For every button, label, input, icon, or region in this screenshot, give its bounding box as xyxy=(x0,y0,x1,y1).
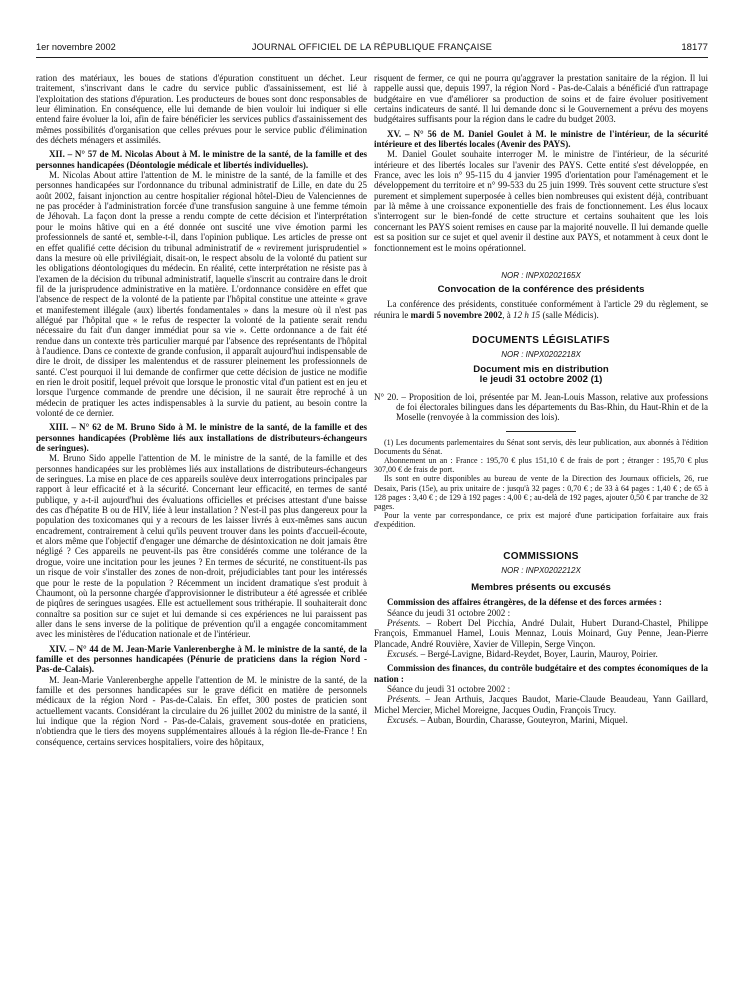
header-rule xyxy=(36,57,708,58)
commission-2-date: Séance du jeudi 31 octobre 2002 : xyxy=(387,684,511,695)
convocation-sep: , à xyxy=(502,309,514,320)
question-56-body: M. Daniel Goulet souhaite interroger M. le ministre de l'intérieur, de la sécurité intérieure et des libertés locales sur l'avenir des PAYS. Cette entité s'est développée, en France, avec les lois n° 95-115 du 4 janvier 1995 d'orientation pour l'aménagement et le développement du territoire et n° 99-533 du 25 juin 1999. Très souvent cette structure s'est purement et simplement superposée à celles bien nombreuses qui existent déjà, contribuant par là même à une croissance exponentielle des frais de fonctionnement. Les élus locaux s'interrogent sur le bien-fondé de cette structure et certains souhaitent que les lois concernant les PAYS soient remises en cause par la majorité nouvelle. Il lui demande quelle est sa position sur ce sujet et quel avenir il destine aux PAYS, et notamment à ceux dont le fonctionnement est le moins opérationnel. xyxy=(374,149,708,253)
paragraph-continued-right: risquent de fermer, ce qui ne pourra qu'aggraver la prestation sanitaire de la région. Il lui rappelle aussi que, depuis 1997, la région Nord - Pas-de-Calais a bénéficié d'un rattrapage budgétaire en vue d'améliorer sa production de soins et de faire évoluer positivement certains indicateurs de santé. Il lui demande donc si le Gouvernement a prévu des moyens budgétaires suffisants pour la région dans le cadre du budget 2003. xyxy=(374,73,708,125)
question-44-title: XIV. – N° 44 de M. Jean-Marie Vanlerenberghe à M. le ministre de la santé, de la famille et des personnes handicapées (Pénurie de praticiens dans la région Nord - Pas-de-Calais). xyxy=(36,643,367,675)
question-57-title: XII. – N° 57 de M. Nicolas About à M. le ministre de la santé, de la famille et des personnes handicapées (Déontologie médicale et libertés individuelles). xyxy=(36,149,367,170)
members-title: Membres présents ou excusés xyxy=(471,582,611,594)
convocation-room: (salle Médicis). xyxy=(540,309,599,320)
present-list: – Robert Del Picchia, André Dulait, Hubert Durand-Chastel, Philippe François, Emmanuel Hamel, Louis Mennaz, Louis Moinard, Guy Penne, Jean-Pierre Plancade, André Rouvière, Xavier de Villepin, Serge Vinçon. xyxy=(374,618,708,649)
document-item: N° 20. – Proposition de loi, présentée par M. Jean-Louis Masson, relative aux professions de foi électorales bilingues dans les départements du Bas-Rhin, du Haut-Rhin et de la Moselle (renvoyée à la commission des lois). xyxy=(374,391,708,423)
right-column xyxy=(374,73,708,725)
paragraph-continued: ration des matériaux, les boues de stations d'épuration constituent un déchet. Leur traitement, s'inscrivant dans le cadre du service public d'assainissement, est lié à l'exploitation des stations d'épuration. Les producteurs de boues sont donc responsables de leur élimination. En conséquence, elle lui demande de bien vouloir lui indiquer si elle entend faire évoluer la loi, afin de faire bénéficier les services publics d'assainissement des mêmes possibilités d'organisation que celles prévues pour le service public d'élimination des déchets ménagers et assimilés. xyxy=(36,73,367,146)
document-distribution-line2: le jeudi 31 octobre 2002 (1) xyxy=(479,374,603,386)
footnote-2: Abonnement un an : France : 195,70 € plus 151,10 € de frais de port ; étranger : 195,70 € plus 307,00 € de frais de port. xyxy=(374,456,708,475)
footnote-3: Ils sont en outre disponibles au bureau de vente de la Direction des Journaux officiels, 26, rue Desaix, Paris (15e), au prix unitaire de : jusqu'à 32 pages : 0,70 € ; de 33 à 64 pages : 1,40 € ; de 65 à 128 pages : 3,40 € ; de 129 à 192 pages : 4,00 € ; au-delà de 192 pages, ajouter 0,50 € par tranche de 32 pages. xyxy=(374,474,708,512)
commission-1-date: Séance du jeudi 31 octobre 2002 : xyxy=(387,607,511,618)
question-56-title: XV. – N° 56 de M. Daniel Goulet à M. le ministre de l'intérieur, de la sécurité intérieure et des libertés locales (Avenir des PAYS). xyxy=(374,128,708,150)
commission-1-present xyxy=(374,618,708,649)
commission-2-present xyxy=(374,694,708,715)
page-header xyxy=(36,42,708,56)
footnote-1: (1) Les documents parlementaires du Sénat sont servis, dès leur publication, aux abonnés à l'édition Documents du Sénat. xyxy=(374,437,708,456)
question-62-body: M. Bruno Sido appelle l'attention de M. le ministre de la santé, de la famille et des personnes handicapées sur les problèmes liés aux installations de distributeurs-échangeurs de seringues. La mise en place de ces appareils soulève deux interrogations principales par rapport à leur efficacité et à la sécurité. Concernant leur efficacité, en termes de santé publique, y a-t-il aujourd'hui des évaluations officielles et précises attestant d'une baisse des cas d'hépatite B ou de HIV, liée à leur installation ? N'est-il pas plus dangereux pour la population des toxicomanes qui y a recours de les laisser livrés à eux-mêmes sans aucun encadrement, contrairement à celui qu'ils peuvent trouver dans les points d'accueil-écoute, et alors même que l'objectif d'engager une démarche de désintoxication ne doit jamais être négligé ? Ces appareils ne peuvent-ils pas être considérés comme une tolérance de la drogue, voire une incitation pour les jeunes ? En termes de sécurité, ne constituent-ils pas un risque de voir s'installer des zones de non-droit, préjudiciables tant pour les intéressés que pour le reste de la population ? Récemment un incident dramatique s'est produit à Chaumont, où la personne chargée d'approvisionner le distributeur a été agressée et criblée de piqûres de seringues usagées. Elle est actuellement sous trithérapie. Il souhaiterait donc connaître sa position sur ce sujet et lui demande si ces expériences ne lui paraissent pas aller dans le sens inverse de la politique de prévention qu'il a engagée concomitamment avec les ministères de l'éducation nationale et de l'intérieur. xyxy=(36,453,367,640)
nor-reference: NOR : INPX0202212X xyxy=(501,565,581,575)
present-label: Présents. xyxy=(387,694,421,705)
footnote-rule xyxy=(506,431,576,432)
commission-1-title: Commission des affaires étrangères, de la défense et des forces armées : xyxy=(387,597,662,608)
excused-list: – Auban, Bourdin, Charasse, Gouteyron, Marini, Miquel. xyxy=(418,715,628,726)
header-page-number: 18177 xyxy=(681,42,708,53)
commission-2-title: Commission des finances, du contrôle budgétaire et des comptes économiques de la nation : xyxy=(374,663,708,684)
documents-heading: DOCUMENTS LÉGISLATIFS xyxy=(472,334,610,346)
document-distribution-line1: Document mis en distribution xyxy=(473,363,609,375)
commission-1-excused xyxy=(374,649,708,659)
convocation-title: Convocation de la conférence des présidents xyxy=(437,284,645,296)
question-44-body: M. Jean-Marie Vanlerenberghe appelle l'attention de M. le ministre de la santé, de la famille et des personnes handicapées sur le grave déficit en matière de personnels médicaux de la région Nord - Pas-de-Calais. En effet, 300 postes de praticien sont actuellement vacants. Considérant la circulaire du 26 juillet 2002 du ministre de la santé, il lui indique que la région Nord - Pas-de-Calais, gravement sous-dotée en praticiens, n'obtiendra que le tiers des moyens supplémentaires alloués à la région Ile-de-France ! En conséquence, certains services hospitaliers, voire des hôpitaux, xyxy=(36,674,367,747)
header-journal-title: JOURNAL OFFICIEL DE LA RÉPUBLIQUE FRANÇAISE xyxy=(251,42,493,52)
excused-label: Excusés. xyxy=(387,715,419,726)
left-column xyxy=(36,73,367,747)
question-57-body: M. Nicolas About attire l'attention de M. le ministre de la santé, de la famille et des personnes handicapées sur l'ordonnance du tribunal administratif de Lille, en date du 25 août 2002, faisant injonction au centre hospitalier régional hôtel-Dieu de Valenciennes de ne pas procéder à l'administration forcée d'une transfusion sanguine à une femme témoin de Jéhovah. La façon dont la presse a rendu compte de cette décision et l'interprétation pour le moins hâtive qui en a été donnée ont suscité une vive émotion parmi les professionnels de santé et, semble-t-il, dans l'opinion publique. Les articles de presse ont en effet qualifié cette décision du tribunal administratif de « revirement jurisprudentiel » dans la mesure où elle privilégiait, disait-on, le respect absolu de la volonté du patient sur les obligations déontologiques du médecin. En réalité, cette interprétation ne résiste pas à l'examen de la décision du tribunal administratif, laquelle s'inscrit au contraire dans le droit fil de la jurisprudence administrative en la matière. L'ordonnance considère en effet que l'absence de respect de la volonté de la patiente par l'hôpital constitue une atteinte « grave et manifestement illégale (aux) libertés fondamentales » dans la mesure où il n'est pas allégué par l'hôpital que « le refus de respecter la volonté de la patiente serait rendu nécessaire du fait d'un danger immédiat pour sa vie ». Cette ordonnance a de fait été rendue dans un contexte très particulier marqué par l'absence des représentants de l'hôpital à l'audience. Dans ce contexte de grande confusion, il apparaît aujourd'hui indispensable de dire le droit, de dissiper les malentendus et de rassurer pleinement les professionnels de santé. C'est pourquoi il lui demande de confirmer que cette décision de justice ne modifie en rien le droit positif, lequel prévoit que lorsque le pronostic vital d'un patient est en jeu et lorsque l'urgence commande de prendre une décision, il ne saurait être reproché à un médecin de pratiquer les actes indispensables à la survie du patient, au besoin contre la volonté de ce dernier. xyxy=(36,170,367,418)
header-date: 1er novembre 2002 xyxy=(36,42,116,52)
commission-2-excused xyxy=(374,715,708,725)
question-62-title: XIII. – N° 62 de M. Bruno Sido à M. le ministre de la santé, de la famille et des personnes handicapées (Problème liés aux installations de distributeurs-échangeurs de seringues). xyxy=(36,422,367,454)
convocation-date: mardi 5 novembre 2002 xyxy=(410,309,503,320)
document-distribution-title xyxy=(374,365,708,386)
present-list: – Jean Arthuis, Jacques Baudot, Marie-Claude Beaudeau, Yann Gaillard, Michel Mercier, Michel Moreigne, Jacques Oudin, François Trucy. xyxy=(374,694,708,715)
present-label: Présents. xyxy=(387,618,421,628)
nor-reference: NOR : INPX0202165X xyxy=(501,270,581,280)
excused-label: Excusés. xyxy=(387,649,419,660)
nor-reference: NOR : INPX0202218X xyxy=(501,350,581,360)
convocation-body xyxy=(374,299,708,320)
convocation-time: 12 h 15 xyxy=(513,309,541,320)
convocation-text: La conférence des présidents, constituée conformément à l'article 29 du règlement, se réunira le xyxy=(374,299,708,320)
footnotes xyxy=(374,438,708,530)
footnote-4: Pour la vente par correspondance, ce prix est majoré d'une participation forfaitaire aux frais d'expédition. xyxy=(374,511,708,530)
excused-list: – Bergé-Lavigne, Bidard-Reydet, Boyer, Laurin, Mauroy, Poirier. xyxy=(418,649,658,660)
commissions-heading: COMMISSIONS xyxy=(503,550,579,562)
